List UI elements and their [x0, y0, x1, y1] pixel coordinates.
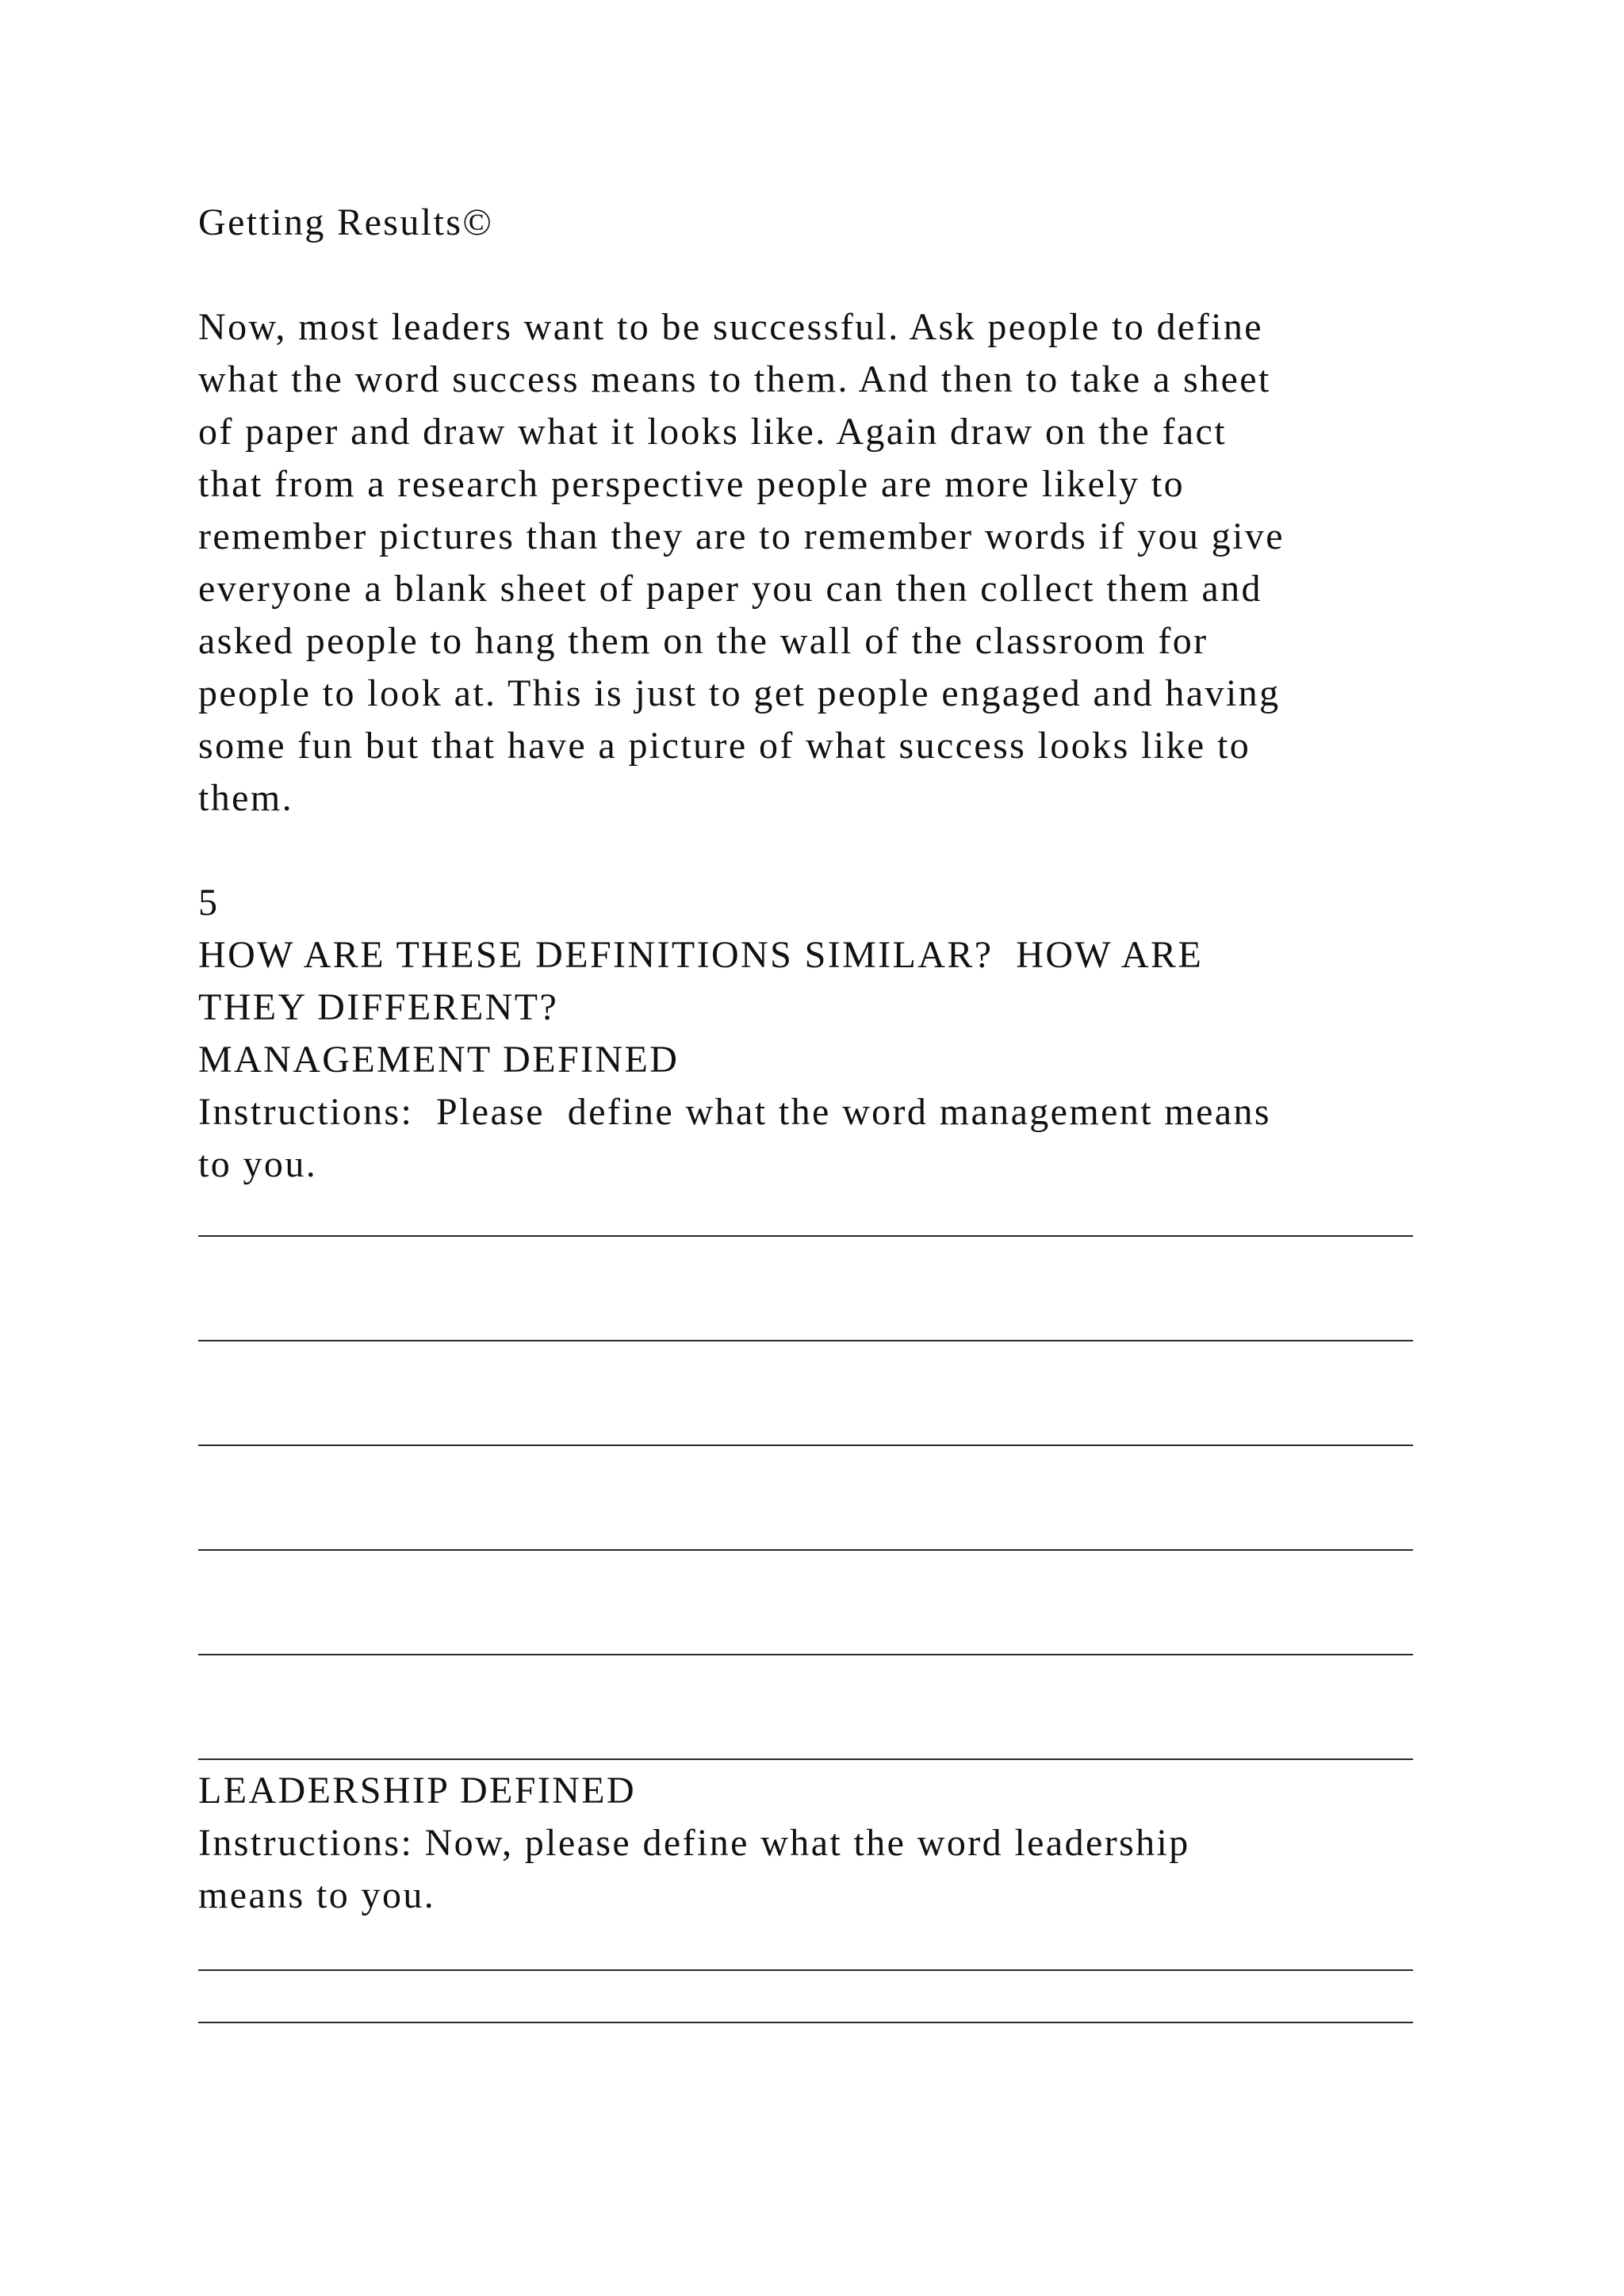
intro-line: everyone a blank sheet of paper you can then collect them and [198, 568, 1262, 610]
intro-line: people to look at. This is just to get people engaged and having [198, 672, 1281, 714]
management-answer-line[interactable] [198, 1758, 1413, 1760]
management-answer-line[interactable] [198, 1340, 1413, 1341]
leadership-instruction-line: means to you. [198, 1874, 436, 1916]
management-instruction-line: Instructions: Please define what the word management means [198, 1091, 1271, 1133]
leadership-instruction-line: Instructions: Now, please define what the word leadership [198, 1822, 1190, 1864]
leadership-answer-line[interactable] [198, 2022, 1413, 2023]
intro-line: asked people to hang them on the wall of the classroom for [198, 620, 1208, 662]
intro-line: remember pictures than they are to remember words if you give [198, 515, 1285, 557]
management-answer-line[interactable] [198, 1235, 1413, 1237]
management-heading: MANAGEMENT DEFINED [198, 1039, 680, 1081]
management-answer-line[interactable] [198, 1549, 1413, 1551]
question-line: HOW ARE THESE DEFINITIONS SIMILAR? HOW ARE [198, 934, 1204, 976]
management-instruction-line: to you. [198, 1143, 318, 1185]
leadership-answer-line[interactable] [198, 1969, 1413, 1971]
page-number: 5 [198, 882, 220, 924]
intro-line: that from a research perspective people are more likely to [198, 463, 1185, 505]
leadership-heading: LEADERSHIP DEFINED [198, 1770, 637, 1812]
intro-line: them. [198, 777, 293, 819]
intro-line: some fun but that have a picture of what success looks like to [198, 725, 1251, 767]
intro-line: of paper and draw what it looks like. Again draw on the fact [198, 411, 1227, 453]
intro-line: what the word success means to them. And then to take a sheet [198, 358, 1271, 400]
management-answer-line[interactable] [198, 1654, 1413, 1655]
management-answer-line[interactable] [198, 1445, 1413, 1446]
intro-line: Now, most leaders want to be successful. Ask people to define [198, 306, 1264, 348]
question-line: THEY DIFFERENT? [198, 986, 559, 1028]
document-title: Getting Results© [198, 201, 494, 243]
